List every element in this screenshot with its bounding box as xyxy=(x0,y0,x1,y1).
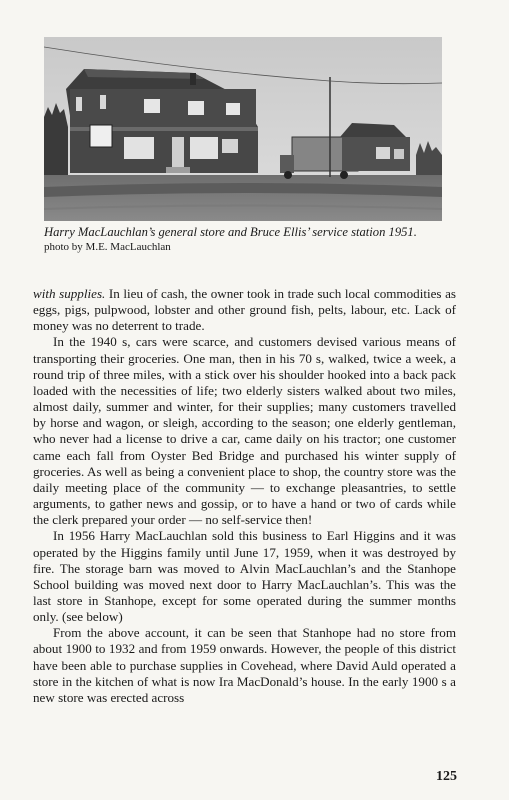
store-photograph xyxy=(44,37,442,221)
paragraph-2: In the 1940 s, cars were scarce, and customers devised various means of transporting their groceries. One man, then in his 70 s, walked, twice a week, a round trip of three miles, with a stick over his shoulder hooked into a back pack loaded with the necessities of life; two elderly sisters walked about two miles, almost daily, summer and winter, for their supplies; many customers travelled by horse and wagon, or sleigh, according to the season; one elderly gentleman, who never had a license to drive a car, came daily on his tractor; one customer came each fall from Oyster Bed Bridge and purchased his winter supply of groceries. As well as being a convenient place to shop, the country store was the daily meeting place of the community — to exchange pleasantries, to settle arguments, to gather news and gossip, or to have a hand or two of cards while the clerk prepared your order — no self-service then! xyxy=(33,334,456,528)
paragraph-3: In 1956 Harry MacLauchlan sold this business to Earl Higgins and it was operated by the Higgins family until June 17, 1959, when it was destroyed by fire. The storage barn was moved to Alvin MacLauchlan’s and the Stanhope School building was moved next door to Harry MacLauchlan’s. This was the last store in Stanhope, except for some operated during the summer months only. (see below) xyxy=(33,528,456,625)
photo-caption xyxy=(44,225,444,254)
body-text xyxy=(33,286,456,706)
italic-lead: with supplies. xyxy=(33,286,106,301)
store-photo-image xyxy=(44,37,442,221)
paragraph-4: From the above account, it can be seen that Stanhope had no store from about 1900 to 1932 and from 1959 onwards. However, the people of this district have been able to purchase supplies in Covehead, where David Auld operated a store in the kitchen of what is now Ira MacDonald’s house. In the early 1900 s a new store was erected across xyxy=(33,625,456,705)
photo-credit: photo by M.E. MacLauchlan xyxy=(44,241,171,253)
paragraph-1-text: In lieu of cash, the owner took in trade such local commodities as eggs, pigs, pulpwood, lobster and other ground fish, pelts, labour, etc. Lack of money was no deterrent to trade. xyxy=(33,286,457,334)
paragraph-1 xyxy=(33,286,456,334)
caption-title: Harry MacLauchlan’s general store and Bruce Ellis’ service station 1951. xyxy=(44,225,417,239)
page-number: 125 xyxy=(436,769,457,784)
